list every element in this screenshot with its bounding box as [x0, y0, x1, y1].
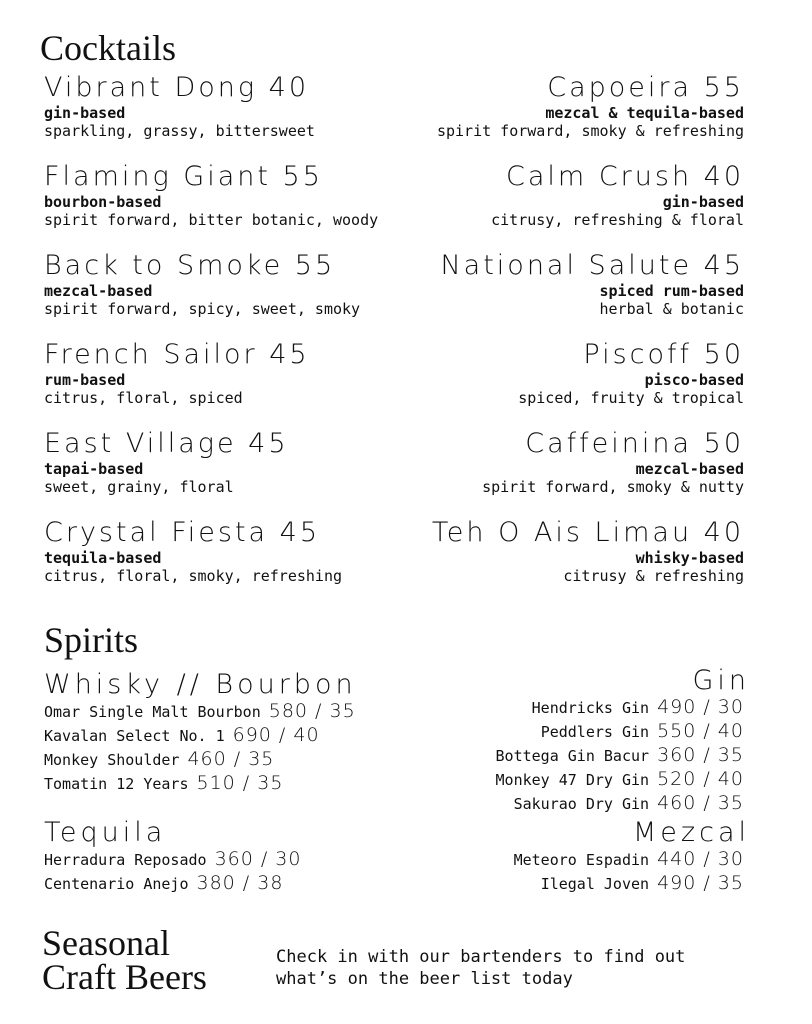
- spirit-price: 460 / 35: [187, 748, 275, 770]
- whisky-heading: Whisky // Bourbon: [44, 669, 357, 700]
- cocktail-name: Capoeira 55: [547, 72, 744, 103]
- gin-heading: Gin: [692, 665, 750, 696]
- spirit-price: 490 / 35: [657, 872, 744, 894]
- spirit-name: Kavalan Select No. 1: [44, 727, 225, 745]
- spirit-price: 580 / 35: [268, 700, 356, 722]
- cocktail-notes: herbal & botanic: [599, 300, 744, 318]
- spirit-price: 550 / 40: [657, 720, 744, 742]
- beer-note-line1: Check in with our bartenders to find out: [276, 947, 686, 967]
- spirit-name: Omar Single Malt Bourbon: [44, 703, 261, 721]
- cocktail-name: East Village 45: [44, 428, 289, 459]
- cocktails-title: Cocktails: [40, 28, 176, 68]
- spirit-name: Tomatin 12 Years: [44, 775, 189, 793]
- cocktail-notes: spirit forward, bitter botanic, woody: [44, 211, 379, 229]
- spirit-name: Monkey Shoulder: [44, 751, 180, 769]
- spirit-name: Ilegal Joven: [540, 875, 650, 893]
- cocktail-name: Calm Crush 40: [506, 161, 744, 192]
- cocktail-notes: citrus, floral, smoky, refreshing: [44, 567, 343, 585]
- cocktail-item: [44, 517, 342, 585]
- spirit-name: Peddlers Gin: [540, 723, 650, 741]
- cocktail-base: rum-based: [44, 371, 126, 389]
- cocktail-name: Teh O Ais Limau 40: [431, 517, 744, 548]
- spirit-name: Centenario Anejo: [44, 875, 189, 893]
- cocktail-item: [44, 339, 310, 407]
- cocktail-base: gin-based: [44, 104, 126, 122]
- gin-section: [364, 665, 750, 816]
- spirit-price: 380 / 38: [196, 872, 284, 894]
- spirit-name: Sakurao Dry Gin: [513, 795, 650, 813]
- spirit-price: 360 / 35: [657, 744, 744, 766]
- cocktail-base: gin-based: [662, 193, 744, 211]
- spirit-name: Monkey 47 Dry Gin: [495, 771, 650, 789]
- spirit-price: 690 / 40: [232, 724, 320, 746]
- cocktail-name: Vibrant Dong 40: [44, 72, 310, 103]
- spirit-price: 490 / 30: [657, 696, 744, 718]
- cocktail-base: mezcal-based: [44, 282, 153, 300]
- spirit-name: Hendricks Gin: [531, 699, 650, 717]
- cocktail-base: mezcal & tequila-based: [545, 104, 744, 122]
- cocktail-notes: spirit forward, smoky & refreshing: [436, 122, 744, 140]
- cocktail-notes: sparkling, grassy, bittersweet: [44, 122, 315, 140]
- cocktail-item: [518, 339, 744, 407]
- cocktail-name: Flaming Giant 55: [44, 161, 323, 192]
- spirit-row: [364, 720, 744, 744]
- cocktail-item: [44, 428, 289, 496]
- cocktail-item: [44, 250, 360, 318]
- cocktail-name: National Salute 45: [440, 250, 744, 281]
- spirit-name: Herradura Reposado: [44, 851, 207, 869]
- cocktail-base: spiced rum-based: [599, 282, 744, 300]
- cocktail-item: [440, 250, 744, 318]
- cocktail-notes: citrusy & refreshing: [563, 567, 744, 585]
- spirit-price: 520 / 40: [657, 768, 744, 790]
- spirit-row: [364, 792, 744, 816]
- cocktail-notes: spirit forward, spicy, sweet, smoky: [44, 300, 361, 318]
- spirit-row: [364, 744, 744, 768]
- cocktail-base: mezcal-based: [635, 460, 744, 478]
- cocktail-name: Crystal Fiesta 45: [44, 517, 321, 548]
- seasonal-beers-title: [42, 923, 207, 997]
- spirits-title: Spirits: [44, 620, 139, 660]
- cocktail-notes: spirit forward, smoky & nutty: [482, 478, 744, 496]
- cocktail-item: [437, 72, 744, 140]
- cocktail-item: [432, 517, 744, 585]
- spirit-price: 460 / 35: [657, 792, 744, 814]
- seasonal-title-line1: Seasonal: [42, 923, 170, 963]
- spirit-row: [364, 696, 744, 720]
- cocktail-base: tapai-based: [44, 460, 144, 478]
- mezcal-heading: Mezcal: [633, 817, 750, 848]
- cocktail-base: bourbon-based: [44, 193, 162, 211]
- cocktail-notes: citrus, floral, spiced: [44, 389, 243, 407]
- cocktail-item: [44, 72, 315, 140]
- cocktail-base: whisky-based: [635, 549, 744, 567]
- cocktail-item: [491, 161, 744, 229]
- beer-note: [276, 946, 756, 990]
- spirit-price: 360 / 30: [214, 848, 302, 870]
- spirit-row: [364, 768, 744, 792]
- spirit-row: [364, 872, 744, 896]
- beer-note-line2: what’s on the beer list today: [276, 969, 573, 989]
- spirit-name: Meteoro Espadin: [513, 851, 650, 869]
- cocktail-name: Piscoff 50: [583, 339, 744, 370]
- seasonal-title-line2: Craft Beers: [42, 957, 207, 997]
- spirit-price: 510 / 35: [196, 772, 284, 794]
- cocktail-name: Caffeinina 50: [525, 428, 744, 459]
- cocktail-base: tequila-based: [44, 549, 162, 567]
- cocktail-item: [482, 428, 744, 496]
- cocktail-notes: citrusy, refreshing & floral: [491, 211, 744, 229]
- cocktail-item: [44, 161, 378, 229]
- cocktail-name: Back to Smoke 55: [44, 250, 336, 281]
- tequila-heading: Tequila: [44, 817, 167, 848]
- cocktail-notes: sweet, grainy, floral: [44, 478, 234, 496]
- cocktail-name: French Sailor 45: [44, 339, 310, 370]
- spirit-price: 440 / 30: [657, 848, 744, 870]
- mezcal-section: [364, 817, 750, 896]
- spirit-name: Bottega Gin Bacur: [495, 747, 650, 765]
- cocktail-base: pisco-based: [644, 371, 744, 389]
- spirit-row: [364, 848, 744, 872]
- cocktail-notes: spiced, fruity & tropical: [518, 389, 744, 407]
